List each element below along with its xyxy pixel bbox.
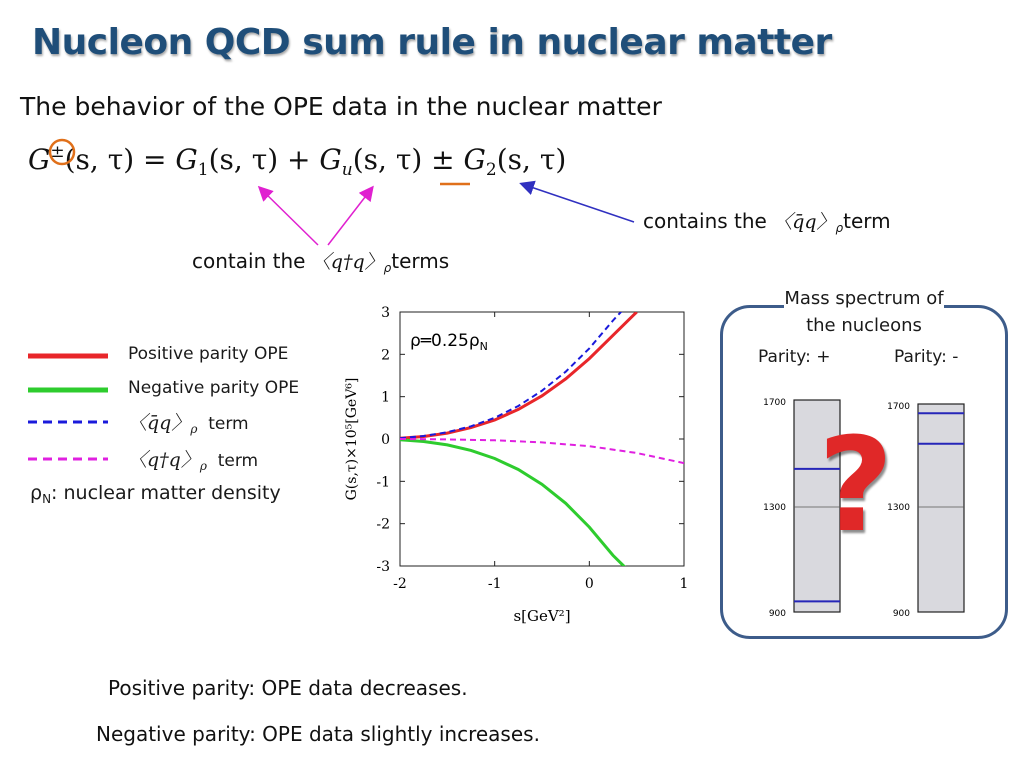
arrow-to-g2 bbox=[522, 184, 634, 222]
y-axis-label: G(s,τ)×10⁵[GeV⁶] bbox=[344, 377, 360, 501]
legend-label: 〈q†q〉$_\rho$ term bbox=[128, 449, 259, 473]
parity-minus-label: Parity: - bbox=[894, 347, 959, 367]
pm-operator: ± bbox=[431, 143, 455, 176]
y-tick-label: -3 bbox=[376, 559, 390, 575]
negative-parity-statement: Negative parity: OPE data slightly increases. bbox=[96, 722, 540, 746]
y-tick-label: -2 bbox=[376, 516, 390, 533]
y-tick-label: -1 bbox=[376, 474, 390, 491]
mass-tick-label: 1700 bbox=[763, 398, 786, 408]
annotation-qdaggerq: contain the 〈q†q〉$_\rho$terms bbox=[192, 249, 450, 275]
pm-highlight-circle bbox=[50, 140, 74, 164]
legend-swatch-negative bbox=[28, 386, 108, 394]
x-tick-label: 0 bbox=[584, 576, 594, 592]
slide-subtitle: The behavior of the OPE data in the nuclear matter bbox=[20, 92, 662, 121]
mass-tick-label: 1300 bbox=[763, 503, 786, 513]
x-tick-label: 1 bbox=[679, 576, 689, 592]
series-line-2 bbox=[400, 300, 637, 438]
question-mark-icon: ? bbox=[818, 409, 894, 561]
equation-arrows bbox=[0, 0, 1024, 300]
x-tick-label: -1 bbox=[487, 576, 502, 592]
mass-tick-label: 900 bbox=[768, 609, 786, 619]
positive-parity-statement: Positive parity: OPE data decreases. bbox=[108, 676, 468, 700]
x-tick-label: -2 bbox=[393, 576, 407, 592]
y-tick-label: 2 bbox=[381, 347, 390, 364]
legend-swatch-qbarq bbox=[28, 418, 108, 426]
annotation-qbarq: contains the 〈q̄q〉$_\rho$term bbox=[643, 209, 891, 235]
mass-tick-label: 1700 bbox=[887, 402, 910, 412]
y-tick-label: 1 bbox=[381, 389, 390, 406]
series-line-1 bbox=[400, 440, 637, 579]
legend-swatch-qdaggerq bbox=[28, 455, 108, 463]
x-axis-label: s[GeV²] bbox=[513, 607, 571, 625]
mass-tick-label: 900 bbox=[892, 609, 910, 619]
ope-chart bbox=[340, 300, 700, 630]
density-annotation: $\rho═0.25\rho_N$ bbox=[410, 331, 488, 353]
pm-superscript: ± bbox=[50, 142, 65, 162]
parity-minus-column bbox=[918, 404, 964, 612]
mass-tick-label: 1300 bbox=[887, 503, 910, 513]
legend-label: 〈q̄q〉$_\rho$ term bbox=[128, 412, 249, 436]
legend-label: Negative parity OPE bbox=[128, 378, 300, 398]
series-line-3 bbox=[400, 439, 684, 463]
legend-swatch-positive bbox=[28, 352, 108, 360]
density-note: $\rho_N$: nuclear matter density bbox=[30, 482, 281, 506]
y-tick-label: 3 bbox=[381, 305, 390, 321]
y-tick-label: 0 bbox=[381, 432, 390, 448]
mass-spectrum-title: Mass spectrum of the nucleons bbox=[784, 285, 944, 339]
arrow-to-g1 bbox=[260, 188, 318, 245]
ope-equation: G±(s, $\tau) = G_1(s$, $\tau) + G_u(s$, $\tau) \pm G_2(s$, τ) bbox=[28, 142, 567, 180]
slide-title: Nucleon QCD sum rule in nuclear matter bbox=[32, 22, 832, 63]
arrow-to-gu bbox=[328, 188, 372, 245]
parity-plus-label: Parity: + bbox=[758, 347, 831, 367]
legend-label: Positive parity OPE bbox=[128, 344, 289, 364]
